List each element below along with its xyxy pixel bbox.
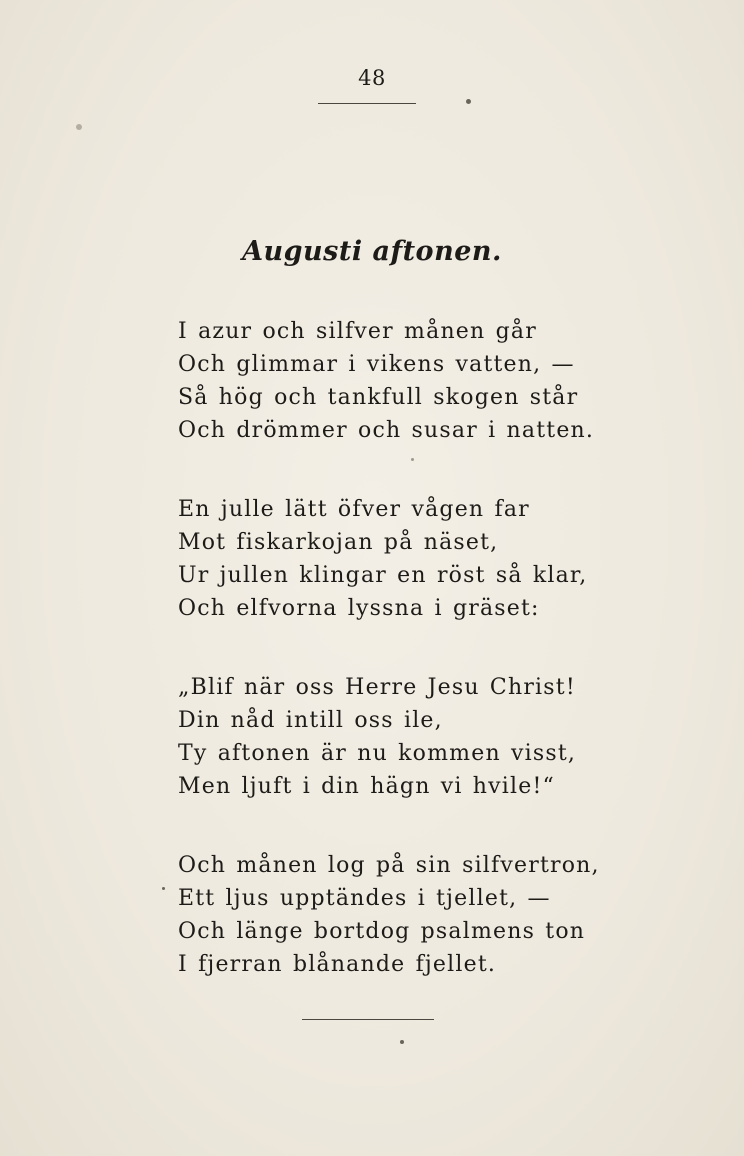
stanza-4 — [178, 849, 598, 981]
paper-speck — [400, 1040, 404, 1044]
top-rule — [318, 103, 416, 104]
poem-line: I fjerran blånande fjellet. — [178, 952, 497, 977]
poem-line: Ur jullen klingar en röst så klar, — [178, 563, 588, 588]
poem-line: Så hög och tankfull skogen står — [178, 385, 579, 410]
poem-body — [178, 315, 598, 1027]
poem-line: Ett ljus upptändes i tjellet, — — [178, 886, 551, 911]
stanza-1 — [178, 315, 598, 447]
poem-line: Din nåd intill oss ile, — [178, 708, 443, 733]
poem-line: Och drömmer och susar i natten. — [178, 418, 595, 443]
page-number: 48 — [358, 66, 386, 90]
stanza-3 — [178, 671, 598, 803]
poem-line: Och glimmar i vikens vatten, — — [178, 352, 575, 377]
poem-line: I azur och silfver månen går — [178, 319, 537, 344]
stanza-2 — [178, 493, 598, 625]
poem-line: Ty aftonen är nu kommen visst, — [178, 741, 577, 766]
paper-speck — [162, 887, 165, 890]
poem-line: Och länge bortdog psalmens ton — [178, 919, 586, 944]
poem-line: Men ljuft i din hägn vi hvile!“ — [178, 774, 555, 799]
poem-title: Augusti aftonen. — [242, 236, 502, 267]
poem-line: Och elfvorna lyssna i gräset: — [178, 596, 540, 621]
paper-speck — [466, 99, 471, 104]
poem-line: Mot fiskarkojan på näset, — [178, 530, 499, 555]
paper-speck — [411, 458, 414, 461]
bottom-rule — [302, 1019, 434, 1020]
poem-line: Och månen log på sin silfvertron, — [178, 853, 600, 878]
poem-line: „Blif när oss Herre Jesu Christ! — [178, 675, 576, 700]
paper-speck — [76, 124, 82, 130]
poem-line: En julle lätt öfver vågen far — [178, 497, 530, 522]
